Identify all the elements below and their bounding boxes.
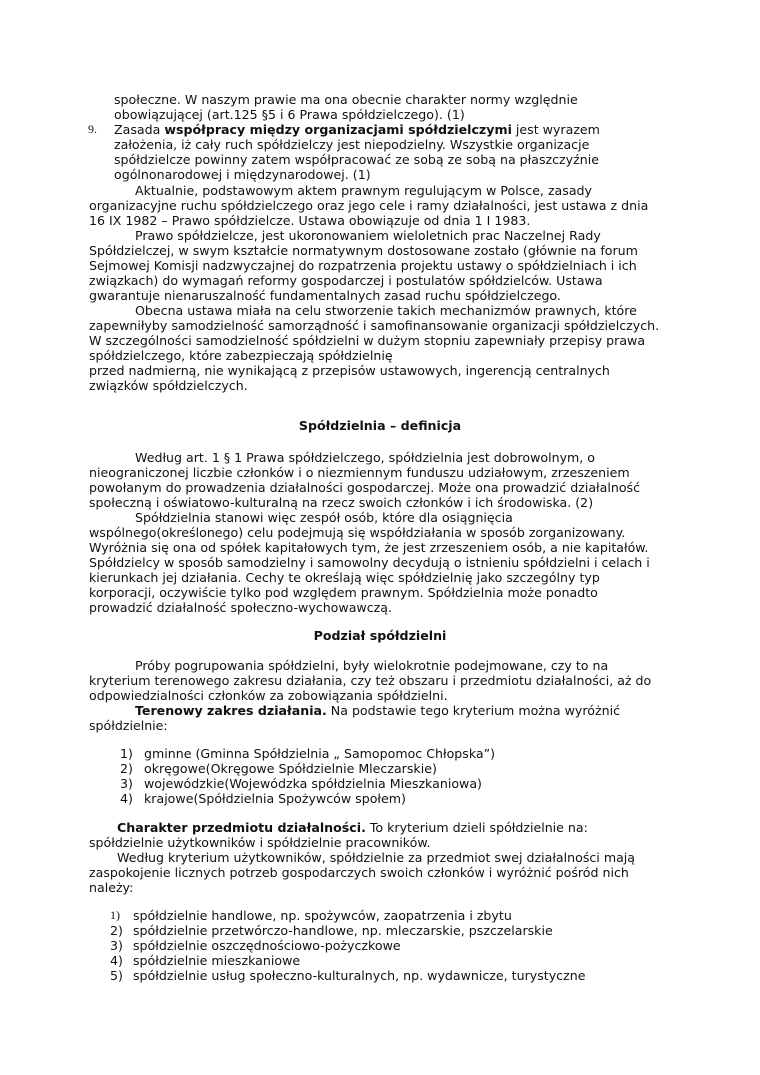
list-item-text: spółdzielnie oszczędnościowo-pożyczkowe [133,938,401,953]
list-number: 3) [110,938,123,953]
text-line [117,820,588,835]
text-line: zaspokojenie licznych potrzeb gospodarczych swoich członków i wyróżnić pośród nich [89,865,629,880]
text-line: związkach) do wymagań reformy gospodarczej i postulatów spółdzielców. Ustawa [89,273,603,288]
bold-term: Terenowy zakres działania. [135,703,327,718]
list-number: 1) [110,908,120,922]
list-number: 4) [110,953,123,968]
text-line: Spółdzielnia stanowi więc zespół osób, które dla osiągnięcia [135,510,513,525]
list-item-text: spółdzielnie handlowe, np. spożywców, zaopatrzenia i zbytu [133,908,512,923]
text-line: spółdzielnie: [89,718,168,733]
text-run: Zasada [114,122,165,137]
text-run: jest wyrazem [511,122,600,137]
list-number: 2) [120,761,133,776]
text-line: Według kryterium użytkowników, spółdzielnie za przedmiot swej działalności mają [117,850,636,865]
list-item-text: spółdzielnie usług społeczno-kulturalnych, np. wydawnicze, turystyczne [133,968,586,983]
text-line: kryterium terenowego zakresu działania, czy też obszaru i przedmiotu działalności, aż do [89,673,652,688]
text-line: powołanym do prowadzenia działalności gospodarczej. Może ona prowadzić działalność [89,480,641,495]
text-line: społeczne. W naszym prawie ma ona obecnie charakter normy względnie [114,92,578,107]
text-line: Sejmowej Komisji nadzwyczajnej do rozpatrzenia projektu ustawy o spółdzielniach i ich [89,258,637,273]
list-number: 5) [110,968,123,983]
text-line: związków spółdzielczych. [89,378,248,393]
text-line: gwarantuje nienaruszalność fundamentalnych zasad ruchu spółdzielczego. [89,288,561,303]
section-heading: Spółdzielnia – definicja [298,418,462,433]
text-line: ogólnonarodowej i międzynarodowej. (1) [114,167,371,182]
list-number: 4) [120,791,133,806]
text-line: spółdzielczego, które zabezpieczają spółdzielnię [89,348,393,363]
list-item-text: spółdzielnie mieszkaniowe [133,953,301,968]
list-item-text: gminne (Gminna Spółdzielnia „ Samopomoc Chłopska”) [144,746,496,761]
text-line: Według art. 1 § 1 Prawa spółdzielczego, spółdzielnia jest dobrowolnym, o [135,450,596,465]
text-line: społeczną i oświatowo-kulturalną na rzecz swoich członków i ich środowiska. (2) [89,495,594,510]
text-run: To kryterium dzieli spółdzielnie na: [365,820,588,835]
text-line: Prawo spółdzielcze, jest ukoronowaniem wieloletnich prac Naczelnej Rady [135,228,601,243]
text-run: Na podstawie tego kryterium można wyróżnić [326,703,620,718]
text-line: organizacyjne ruchu spółdzielczego oraz jego cele i ramy działalności, jest ustawa z dnia [89,198,649,213]
list-item-text [114,122,600,137]
text-line [135,703,620,718]
bold-term: współpracy między organizacjami spółdzielczymi [164,122,512,137]
text-line: wspólnego(określonego) celu podejmują się współdziałania w sposób zorganizowany. [89,525,626,540]
text-line: należy: [89,880,134,895]
text-line: W szczególności samodzielność spółdzielni w dużym stopniu zapewniały przepisy prawa [89,333,646,348]
list-item-text: wojewódzkie(Wojewódzka spółdzielnia Mieszkaniowa) [144,776,482,791]
section-heading: Podział spółdzielni [313,628,447,643]
text-line: kierunkach jej działania. Cechy te określają więc spółdzielnię jako szczególny typ [89,570,600,585]
text-line: Wyróżnia się ona od spółek kapitałowych tym, że jest zrzeszeniem osób, a nie kapitałów. [89,540,649,555]
text-line: przed nadmierną, nie wynikającą z przepisów ustawowych, ingerencją centralnych [89,363,610,378]
text-line: nieograniczonej liczbie członków i o niezmiennym funduszu udziałowym, zrzeszeniem [89,465,630,480]
text-line: korporacji, oczywiście tylko pod względem prawnym. Spółdzielnia może ponadto [89,585,598,600]
list-number: 3) [120,776,133,791]
text-line: spółdzielcze powinny zatem współpracować ze sobą ze sobą na płaszczyźnie [114,152,599,167]
text-line: Próby pogrupowania spółdzielni, były wielokrotnie podejmowane, czy to na [135,658,609,673]
bold-term: Charakter przedmiotu działalności. [117,820,366,835]
text-line: założenia, iż cały ruch spółdzielczy jest niepodzielny. Wszystkie organizacje [114,137,590,152]
list-item-text: spółdzielnie przetwórczo-handlowe, np. mleczarskie, pszczelarskie [133,923,553,938]
text-line: zapewniłyby samodzielność samorządność i samofinansowanie organizacji spółdzielczych. [89,318,660,333]
text-line: odpowiedzialności członków za zobowiązania spółdzielni. [89,688,448,703]
text-line: Spółdzielcy w sposób samodzielny i samowolny decydują o istnieniu spółdzielni i celach i [89,555,650,570]
text-line: Spółdzielczej, w swym kształcie normatywnym dostosowane zostało (głównie na forum [89,243,638,258]
list-item-text: krajowe(Spółdzielnia Spożywców społem) [144,791,406,806]
text-line: obowiązującej (art.125 §5 i 6 Prawa spółdzielczego). (1) [114,107,465,122]
text-line: spółdzielnie użytkowników i spółdzielnie pracowników. [89,835,431,850]
list-number: 2) [110,923,123,938]
text-line: Aktualnie, podstawowym aktem prawnym regulującym w Polsce, zasady [135,183,592,198]
list-item-text: okręgowe(Okręgowe Spółdzielnie Mleczarskie) [144,761,437,776]
list-number: 1) [120,746,133,761]
text-line: 16 IX 1982 – Prawo spółdzielcze. Ustawa obowiązuje od dnia 1 I 1983. [89,213,531,228]
text-line: Obecna ustawa miała na celu stworzenie takich mechanizmów prawnych, które [135,303,637,318]
text-line: prowadzić działalność społeczno-wychowawczą. [89,600,392,615]
list-number: 9. [88,122,97,136]
